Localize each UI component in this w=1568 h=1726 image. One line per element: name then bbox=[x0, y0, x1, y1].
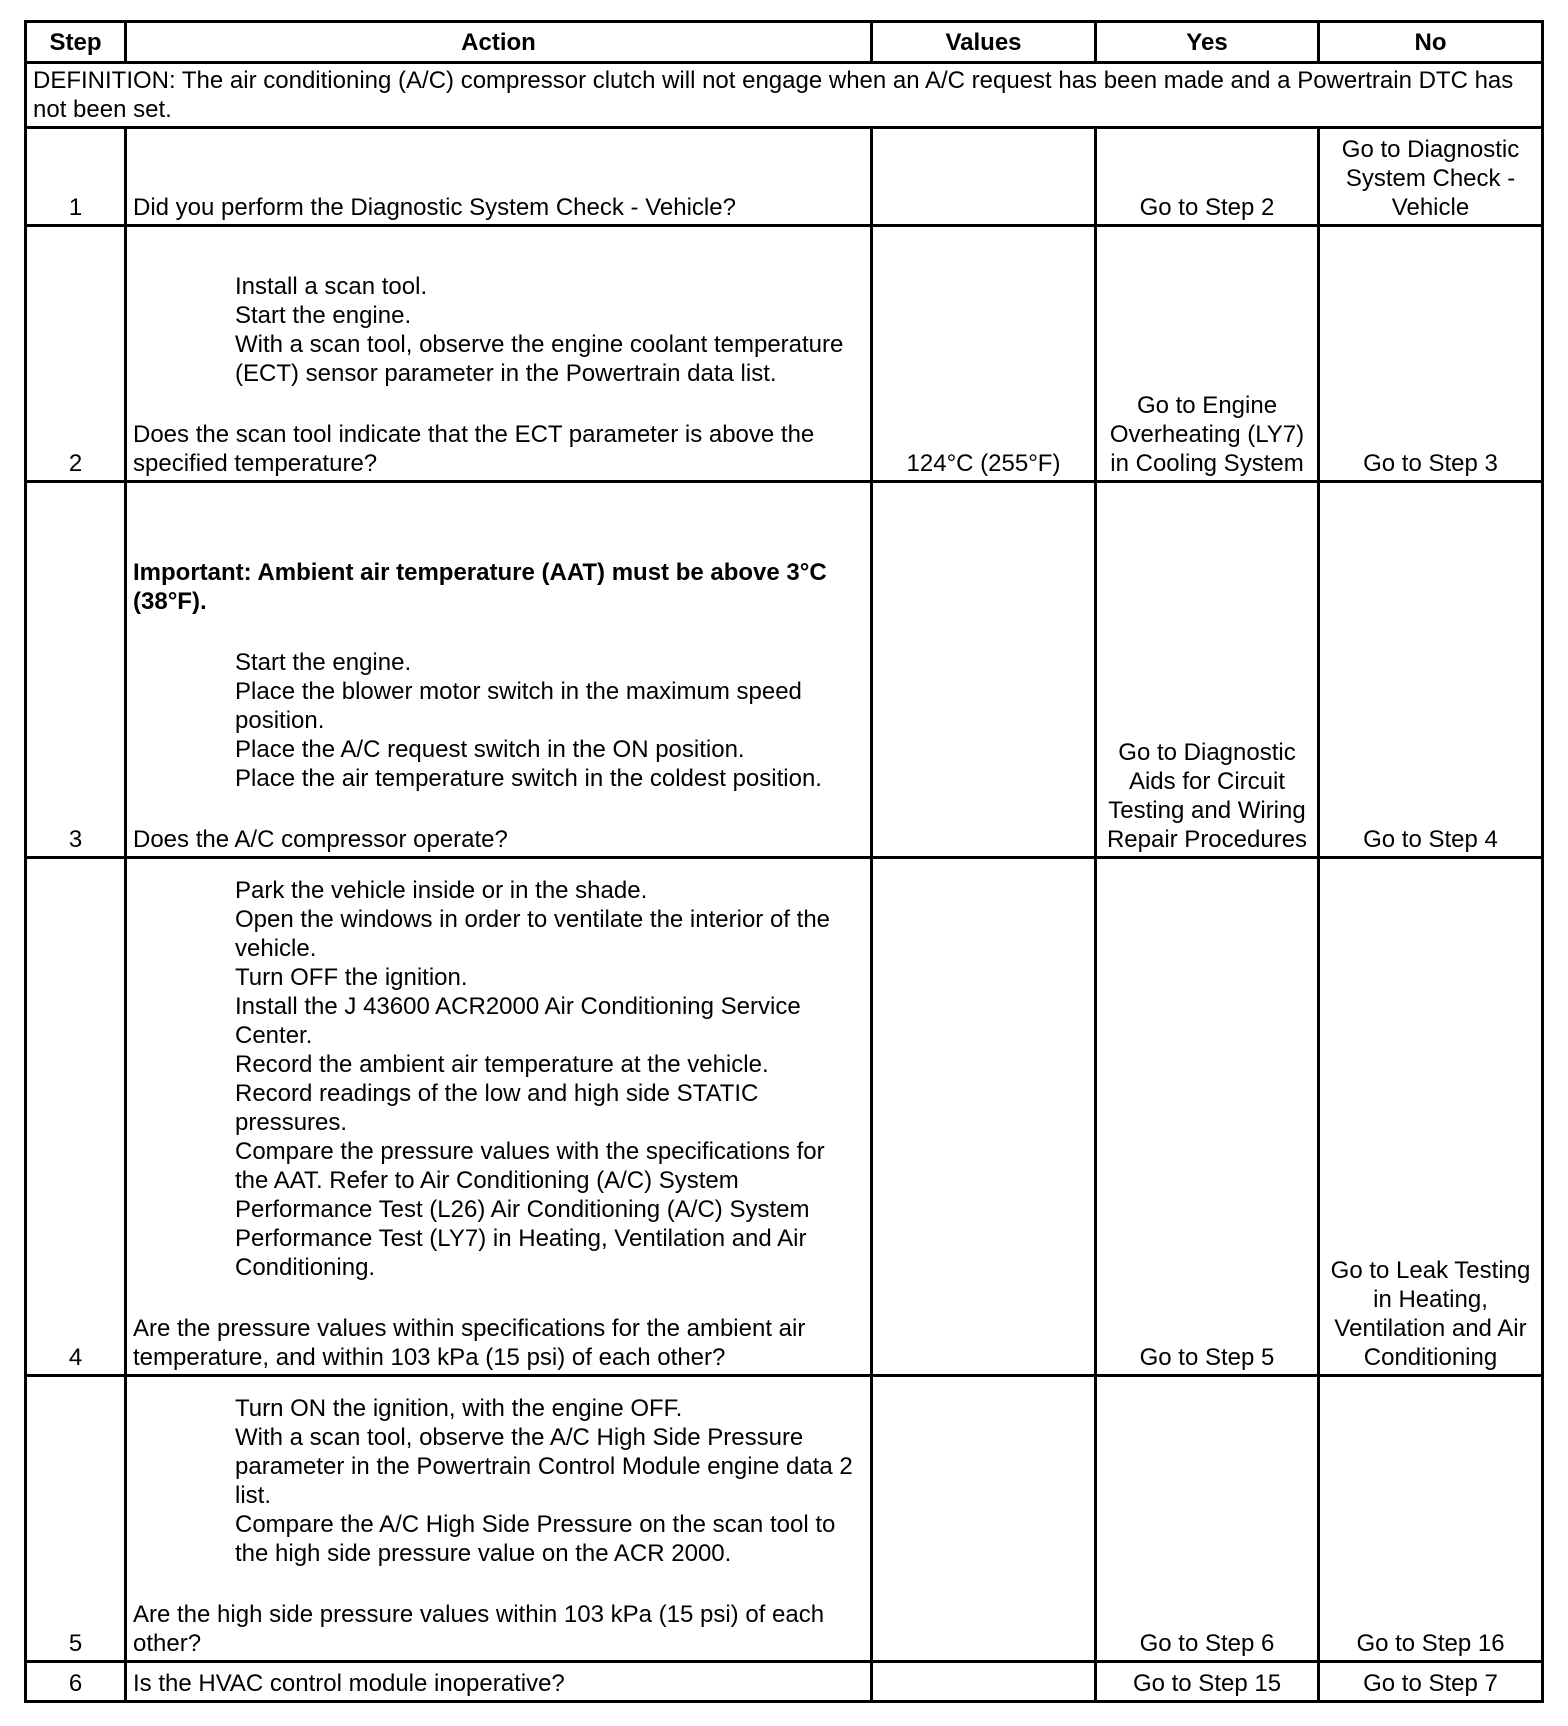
yes-cell: Go to Step 2 bbox=[1096, 128, 1319, 226]
values-cell bbox=[872, 128, 1096, 226]
step-number: 3 bbox=[26, 482, 126, 858]
definition-text: DEFINITION: The air conditioning (A/C) compressor clutch will not engage when an A/C request has been made and a Powertrain DTC has not been set. bbox=[26, 63, 1543, 128]
action-bullet: Turn ON the ignition, with the engine OFF. bbox=[235, 1395, 683, 1422]
diagnostic-table bbox=[24, 20, 1544, 1703]
step-number: 5 bbox=[26, 1376, 126, 1662]
no-cell: Go to Leak Testing in Heating, Ventilation and Air Conditioning bbox=[1319, 858, 1543, 1376]
action-bullets bbox=[133, 648, 864, 793]
table-row bbox=[26, 1376, 1543, 1662]
no-cell: Go to Step 3 bbox=[1319, 226, 1543, 482]
table-row bbox=[26, 1662, 1543, 1702]
action-bullet: Install a scan tool. bbox=[235, 273, 428, 300]
action-bullets bbox=[133, 1394, 864, 1568]
values-cell bbox=[872, 1662, 1096, 1702]
action-cell bbox=[126, 1662, 872, 1702]
header-yes: Yes bbox=[1096, 22, 1319, 63]
action-bullets bbox=[133, 272, 864, 388]
action-bullet: Start the engine. bbox=[235, 649, 412, 676]
action-bullet: Compare the pressure values with the specifications for the AAT. Refer to Air Conditioning (A/C) System Performance Test (L26) Air Conditioning (A/C) System Performance Test (LY7) in Heating, Ventilation and Air Conditioning. bbox=[235, 1138, 825, 1281]
no-cell: Go to Step 4 bbox=[1319, 482, 1543, 858]
no-cell: Go to Diagnostic System Check - Vehicle bbox=[1319, 128, 1543, 226]
action-cell bbox=[126, 226, 872, 482]
action-cell bbox=[126, 128, 872, 226]
action-question: Does the scan tool indicate that the ECT parameter is above the specified temperature? bbox=[133, 421, 815, 477]
step-number: 1 bbox=[26, 128, 126, 226]
table-row bbox=[26, 482, 1543, 858]
step-number: 6 bbox=[26, 1662, 126, 1702]
yes-cell: Go to Step 5 bbox=[1096, 858, 1319, 1376]
action-question: Does the A/C compressor operate? bbox=[133, 826, 508, 853]
action-bullet: Place the A/C request switch in the ON position. bbox=[235, 736, 745, 763]
action-bullet: Start the engine. bbox=[235, 302, 412, 329]
step-number: 2 bbox=[26, 226, 126, 482]
action-bullets bbox=[133, 876, 864, 1282]
header-values: Values bbox=[872, 22, 1096, 63]
values-cell bbox=[872, 858, 1096, 1376]
action-bullet: Install the J 43600 ACR2000 Air Conditioning Service Center. bbox=[235, 993, 801, 1049]
action-bullet: Place the blower motor switch in the maximum speed position. bbox=[235, 678, 802, 734]
action-question: Did you perform the Diagnostic System Check - Vehicle? bbox=[133, 194, 736, 221]
action-bullet: Compare the A/C High Side Pressure on the scan tool to the high side pressure value on the ACR 2000. bbox=[235, 1511, 836, 1567]
header-row bbox=[26, 22, 1543, 63]
values-cell bbox=[872, 1376, 1096, 1662]
action-bullet: Record the ambient air temperature at the vehicle. bbox=[235, 1051, 769, 1078]
action-question: Are the pressure values within specifications for the ambient air temperature, and within 103 kPa (15 psi) of each other? bbox=[133, 1315, 806, 1371]
header-no: No bbox=[1319, 22, 1543, 63]
no-cell: Go to Step 7 bbox=[1319, 1662, 1543, 1702]
action-bullet: With a scan tool, observe the A/C High Side Pressure parameter in the Powertrain Control Module engine data 2 list. bbox=[235, 1424, 853, 1509]
header-step: Step bbox=[26, 22, 126, 63]
values-cell: 124°C (255°F) bbox=[872, 226, 1096, 482]
yes-cell: Go to Step 6 bbox=[1096, 1376, 1319, 1662]
table-row bbox=[26, 128, 1543, 226]
action-bullet: Place the air temperature switch in the coldest position. bbox=[235, 765, 822, 792]
action-cell bbox=[126, 482, 872, 858]
action-question: Is the HVAC control module inoperative? bbox=[133, 1670, 565, 1697]
table-row bbox=[26, 226, 1543, 482]
values-cell bbox=[872, 482, 1096, 858]
action-bullet: Turn OFF the ignition. bbox=[235, 964, 468, 991]
important-note: Important: Ambient air temperature (AAT) must be above 3°C (38°F). bbox=[133, 559, 827, 615]
definition-row bbox=[26, 63, 1543, 128]
header-action: Action bbox=[126, 22, 872, 63]
yes-cell: Go to Diagnostic Aids for Circuit Testing and Wiring Repair Procedures bbox=[1096, 482, 1319, 858]
step-number: 4 bbox=[26, 858, 126, 1376]
action-bullet: With a scan tool, observe the engine coolant temperature (ECT) sensor parameter in the Powertrain data list. bbox=[235, 331, 844, 387]
action-cell bbox=[126, 1376, 872, 1662]
action-bullet: Open the windows in order to ventilate the interior of the vehicle. bbox=[235, 906, 831, 962]
action-cell bbox=[126, 858, 872, 1376]
no-cell: Go to Step 16 bbox=[1319, 1376, 1543, 1662]
action-bullet: Park the vehicle inside or in the shade. bbox=[235, 877, 648, 904]
table-row bbox=[26, 858, 1543, 1376]
action-bullet: Record readings of the low and high side STATIC pressures. bbox=[235, 1080, 759, 1136]
yes-cell: Go to Engine Overheating (LY7) in Cooling System bbox=[1096, 226, 1319, 482]
action-question: Are the high side pressure values within 103 kPa (15 psi) of each other? bbox=[133, 1601, 825, 1657]
yes-cell: Go to Step 15 bbox=[1096, 1662, 1319, 1702]
